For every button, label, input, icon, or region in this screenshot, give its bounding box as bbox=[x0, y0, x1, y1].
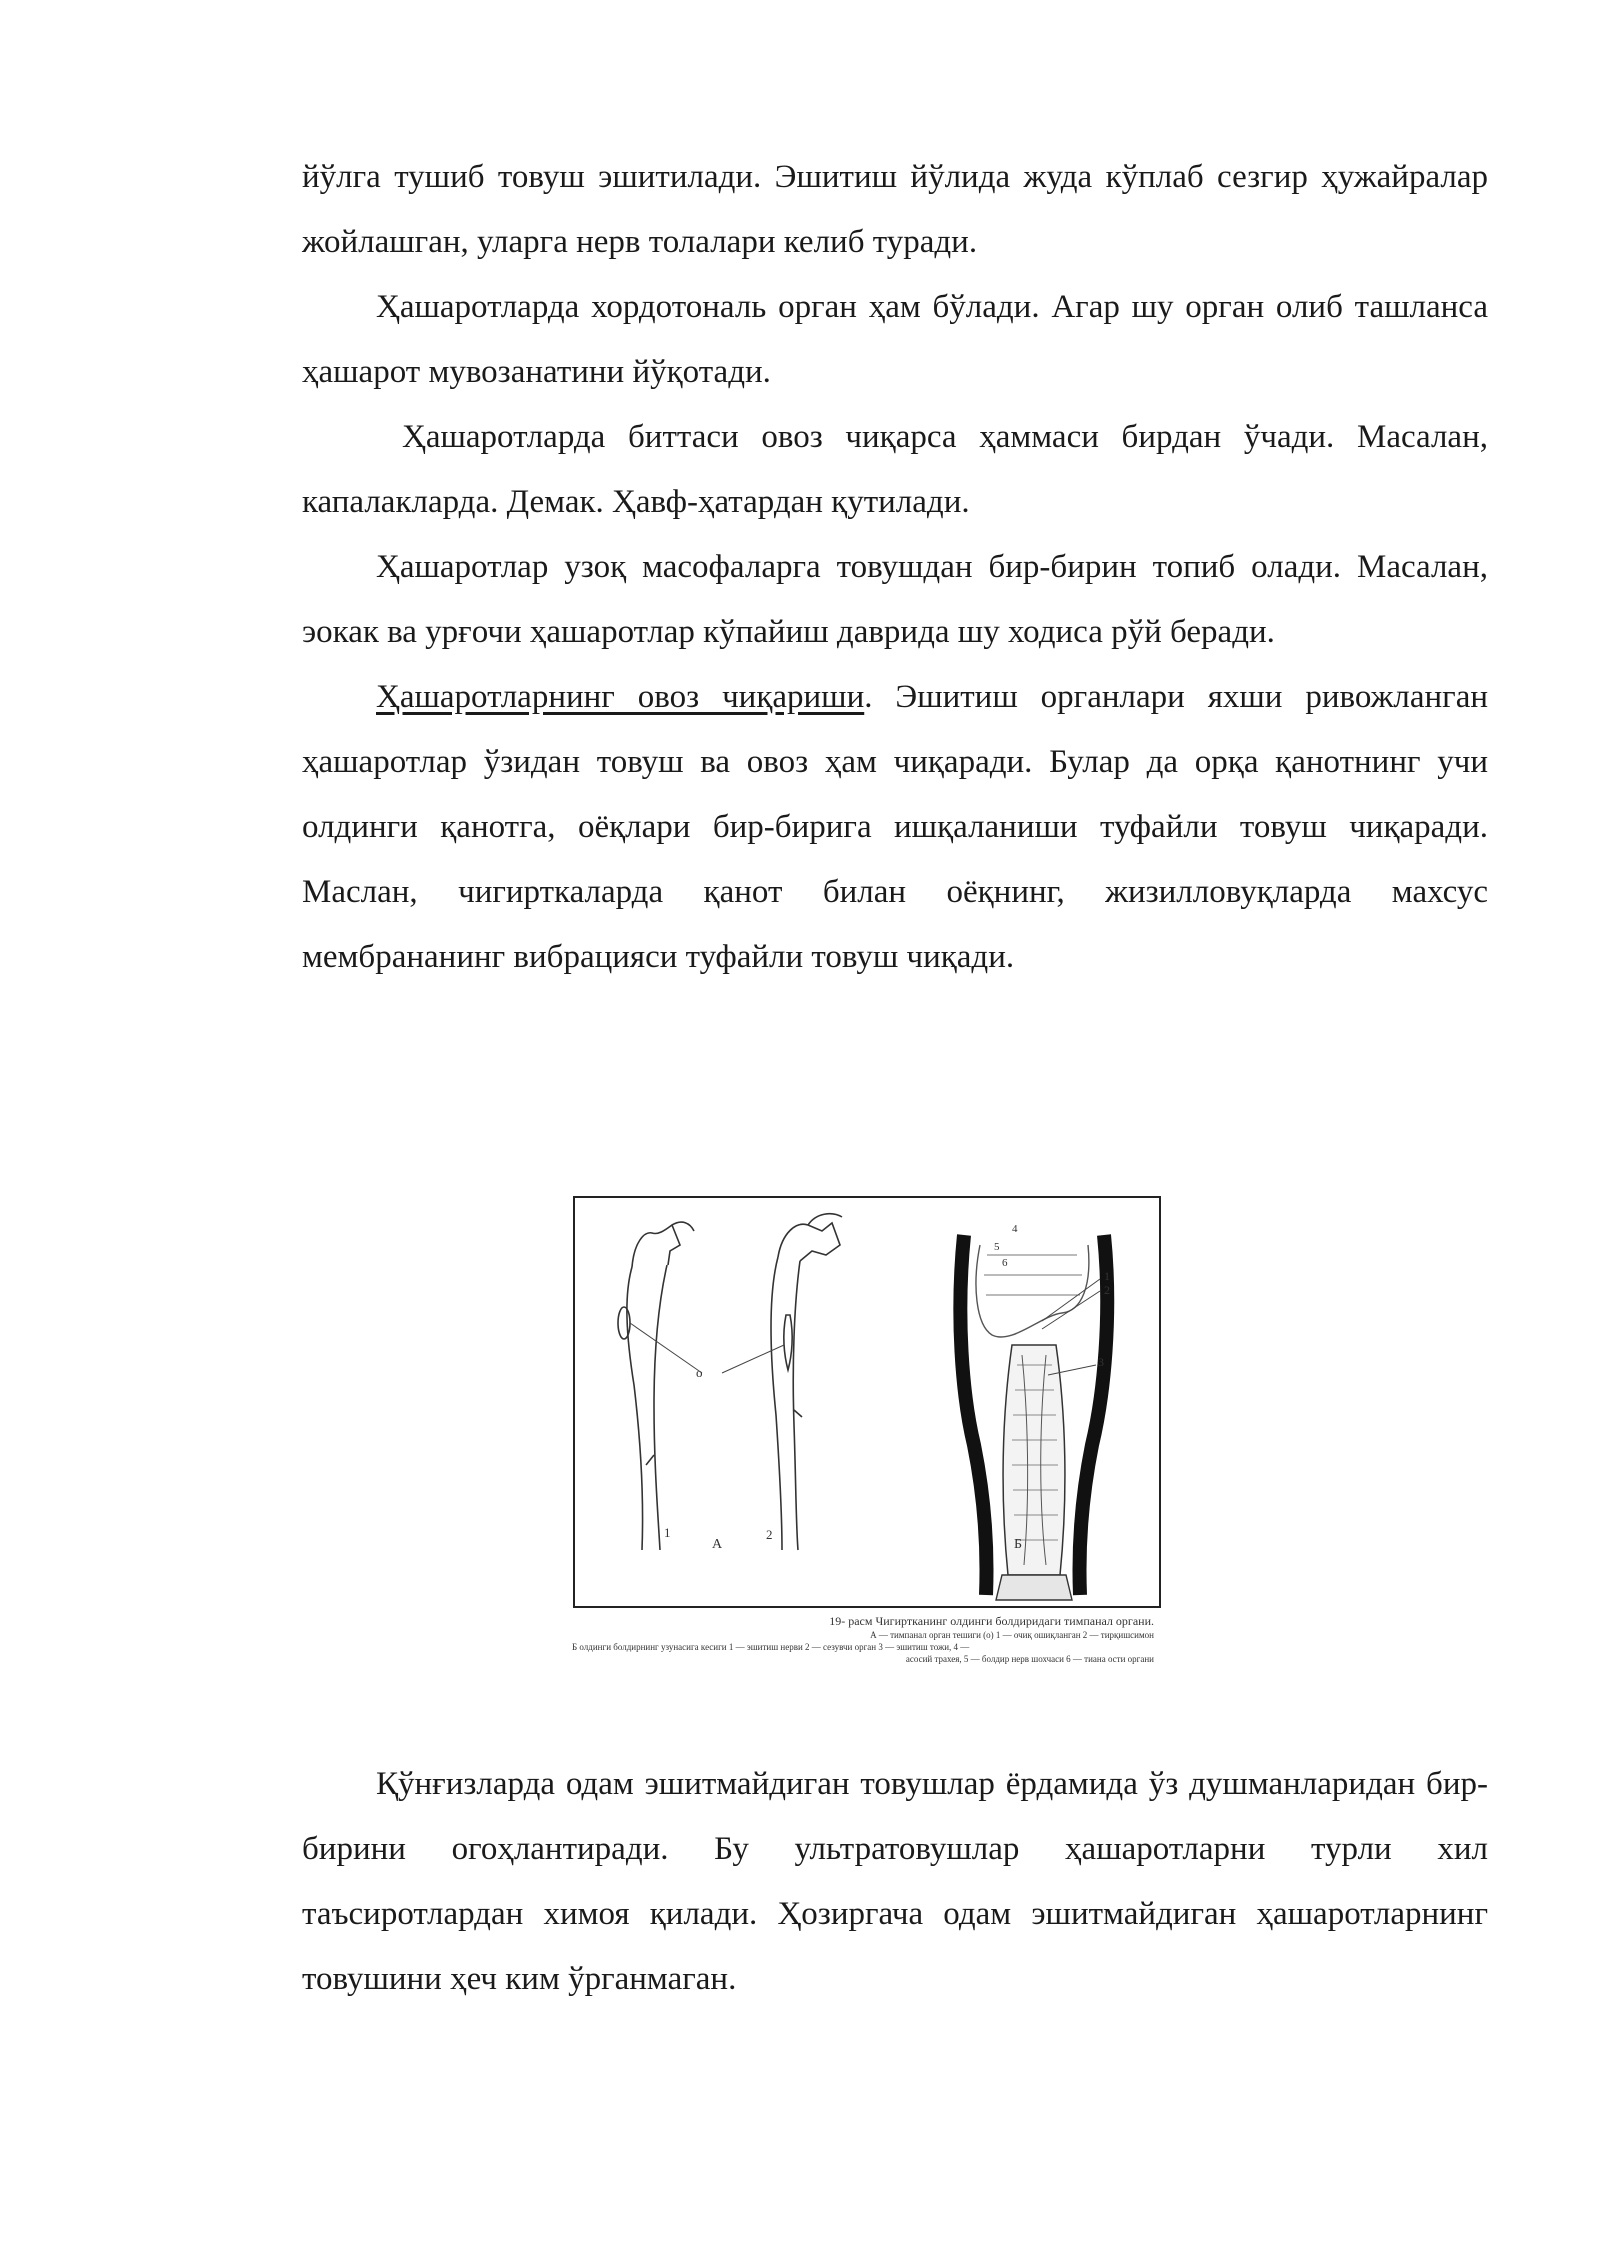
paragraph-6: Қўнғизларда одам эшитмайдиган товушлар ёрдамида ўз душманларидан бир-бирини огоҳлантиради. Бу ультратовушлар ҳашаротларни турли хил таъсиротлардан химоя қилади. Ҳозиргача одам эшитмайдиган ҳашаротларнинг товушини ҳеч ким ўрганмаган. bbox=[302, 1766, 1488, 1997]
figure-illustration bbox=[572, 1195, 1162, 1615]
caption-sub-3: асосий трахея, 5 — болдир нерв шохчаси 6 — тиана ости органи bbox=[905, 1654, 1154, 1664]
label-leg-2: 2 bbox=[766, 1527, 773, 1542]
caption-sub-2: Б олдинги болдирнинг узунасига кесиги 1 — эшитиш нерви 2 — сезувчи орган 3 — эшитиш тожи, 4 — bbox=[572, 1642, 970, 1652]
label-b: Б bbox=[1014, 1537, 1023, 1552]
paragraph-2: Ҳашаротларда хордотональ орган ҳам бўлади. Агар шу орган олиб ташланса ҳашарот мувозанатини йўқотади. bbox=[302, 289, 1488, 390]
label-leg-1: 1 bbox=[664, 1525, 671, 1540]
caption-sub-1: А — тимпанал орган тешиги (о) 1 — очиқ ошиқланган 2 — тирқишсимон bbox=[870, 1630, 1154, 1640]
paragraph-3: Ҳашаротларда биттаси овоз чиқарса ҳаммаси бирдан ўчади. Масалан, капалакларда. Демак. Ҳавф-ҳатардан қутилади. bbox=[302, 419, 1488, 520]
section-heading: Ҳашаротларнинг овоз чиқариши bbox=[376, 679, 865, 715]
paragraph-1: йўлга тушиб товуш эшитилади. Эшитиш йўлида жуда кўплаб сезгир ҳужайралар жойлашган, уларга нерв толалари келиб туради. bbox=[302, 159, 1488, 260]
figure-tympanal-organ bbox=[572, 1195, 1162, 1675]
label-inner-4: 4 bbox=[1012, 1223, 1018, 1235]
figure-caption bbox=[572, 1613, 1162, 1665]
paragraph-4: Ҳашаротлар узоқ масофаларга товушдан бир-бирин топиб олади. Масалан, эокак ва урғочи ҳашаротлар кўпайиш даврида шу ходиса рўй беради. bbox=[302, 549, 1488, 650]
label-right-3: 3 bbox=[1098, 1355, 1104, 1369]
text-block-top bbox=[302, 145, 1488, 990]
label-a: А bbox=[712, 1537, 723, 1552]
label-o: о bbox=[696, 1365, 703, 1380]
label-inner-6: 6 bbox=[1002, 1257, 1008, 1269]
figure-frame bbox=[574, 1197, 1160, 1607]
caption-main: 19- расм Чигиртканинг олдинги болдиридаги тимпанал органи. bbox=[829, 1614, 1154, 1628]
paragraph-5 bbox=[302, 665, 1488, 990]
text-block-bottom bbox=[302, 1752, 1488, 2012]
label-right-2: 2 bbox=[1104, 1283, 1110, 1297]
label-right-1: 1 bbox=[1104, 1269, 1110, 1283]
label-inner-5: 5 bbox=[994, 1241, 1000, 1253]
section-text: . Эшитиш органлари яхши ривожланган ҳашаротлар ўзидан товуш ва овоз ҳам чиқаради. Булар да орқа қанотнинг учи олдинги қанотга, оёқлари бир-бирига ишқаланиши туфайли товуш чиқаради. Маслан, чигирткаларда қанот билан оёқнинг, жизилловуқларда махсус мембрананинг вибрацияси туфайли товуш чиқади. bbox=[302, 679, 1488, 975]
